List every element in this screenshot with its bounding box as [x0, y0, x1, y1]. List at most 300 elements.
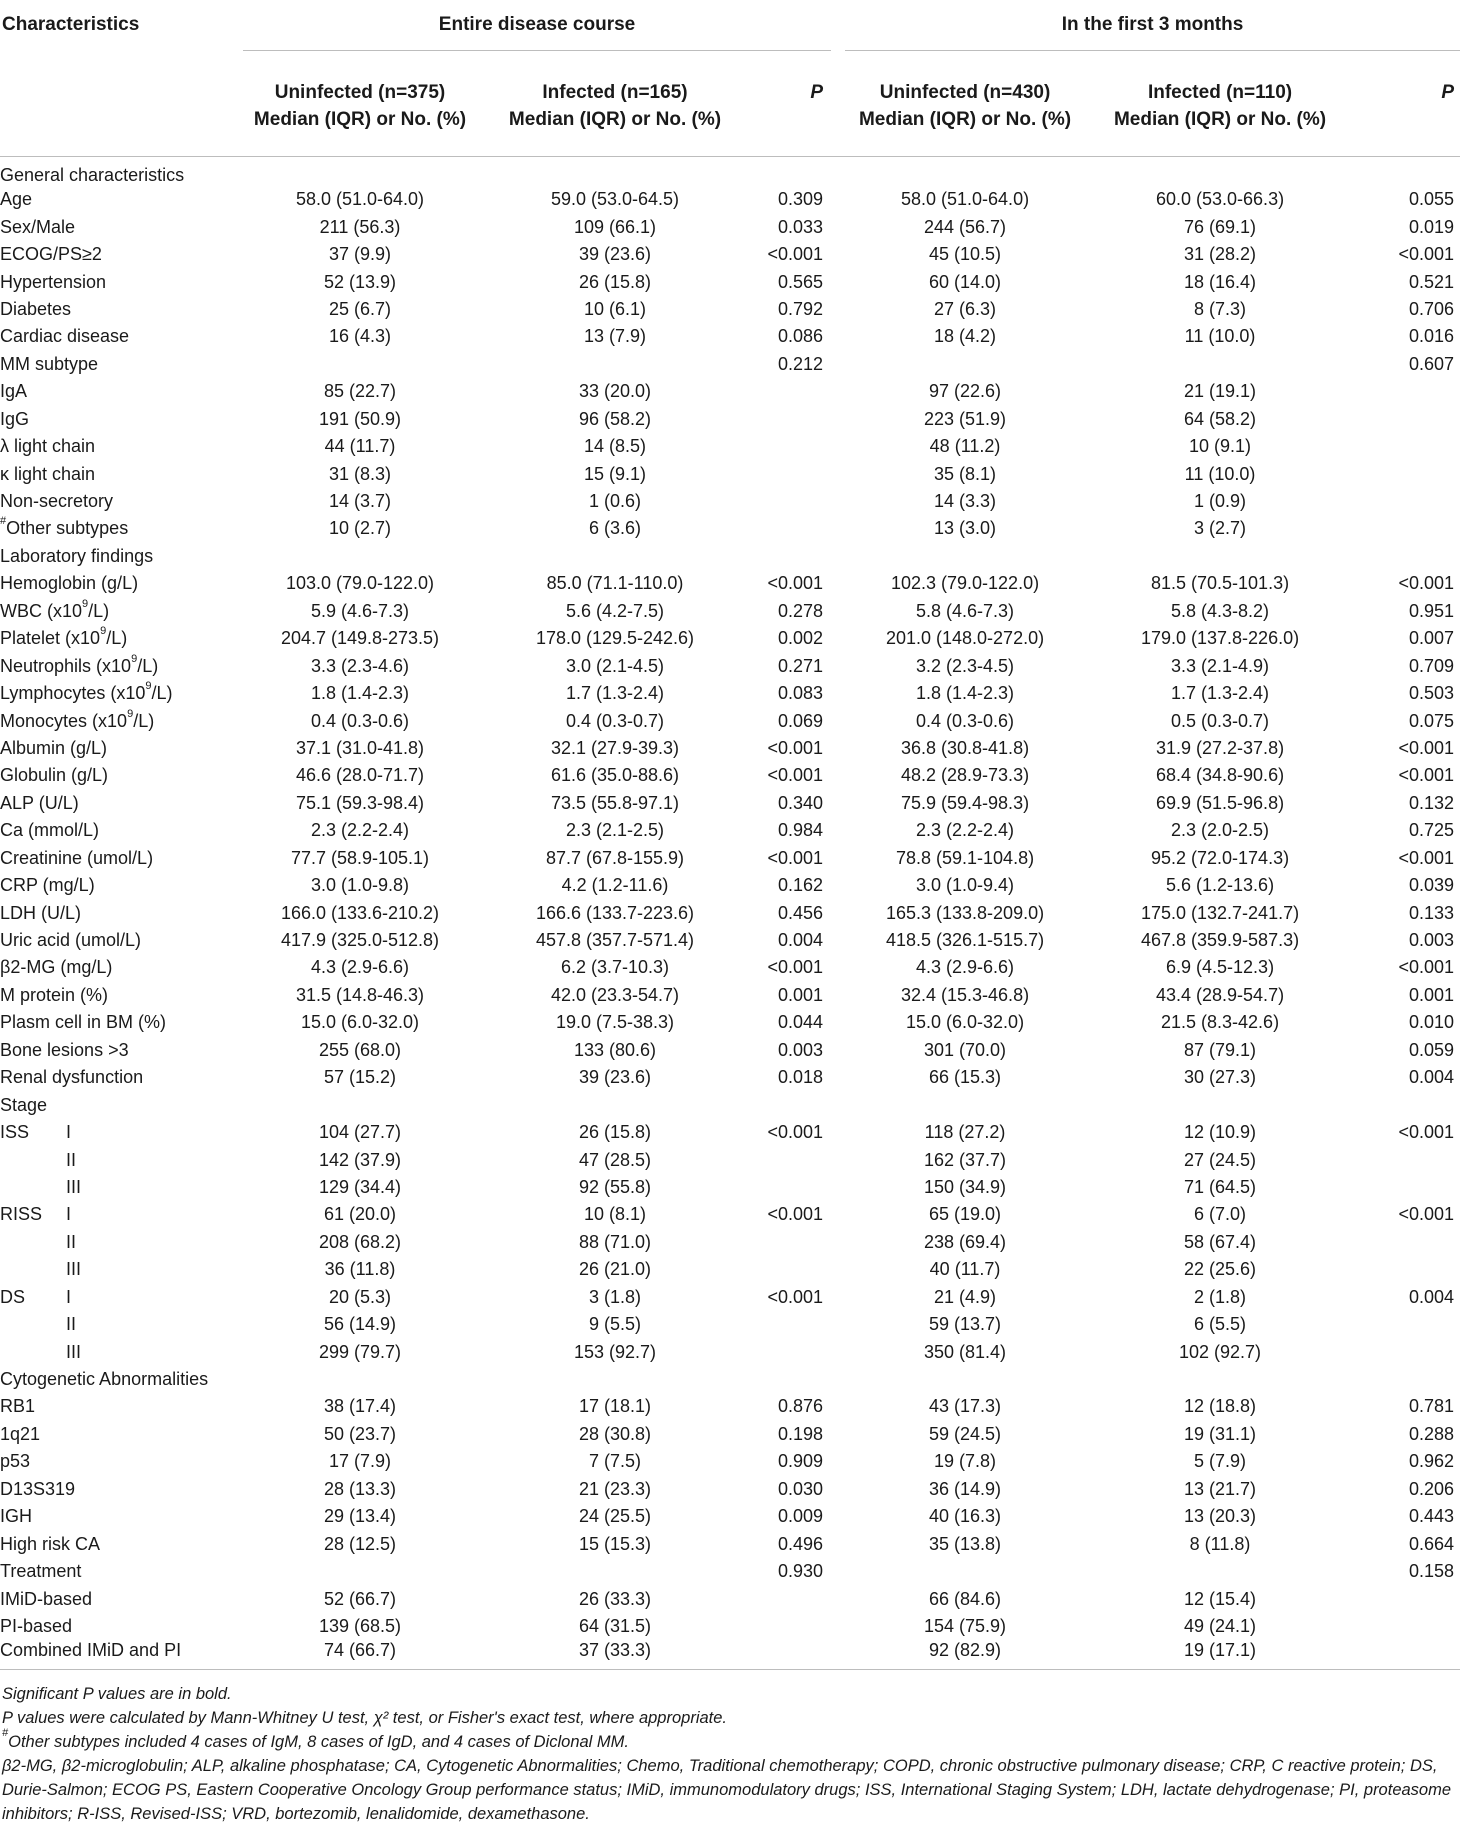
cell-p-3mo: 0.004: [1408, 1067, 1455, 1088]
cell-p-entire: 0.001: [777, 984, 824, 1005]
table-row: [0, 1530, 1460, 1557]
cell-p-3mo: [1345, 1640, 1460, 1670]
row-label: [0, 817, 235, 844]
table-row: [0, 378, 1460, 405]
cell-infected-entire: 14 (8.5): [583, 436, 647, 457]
cell-p-3mo: 0.781: [1408, 1396, 1455, 1417]
cell-p-3mo: [1345, 515, 1460, 542]
cell-uninfected-entire: 52 (13.9): [323, 271, 397, 292]
cell-p-entire: 0.009: [777, 1506, 824, 1527]
cell-infected-entire: 7 (7.5): [588, 1451, 642, 1472]
cell-uninfected-3mo: [835, 351, 1095, 378]
row-label: [0, 1284, 235, 1311]
cell-p-3mo: [1345, 1366, 1460, 1393]
cell-p-entire: <0.001: [767, 765, 824, 786]
unit-exponent: 9: [100, 625, 107, 638]
stage-level: I: [66, 1122, 72, 1143]
table-row: [0, 598, 1460, 625]
cell-infected-3mo: 2 (1.8): [1194, 1286, 1247, 1307]
cell-infected-3mo: 6.9 (4.5-12.3): [1166, 957, 1275, 978]
row-label-text: IMiD-based: [0, 1588, 93, 1609]
table-row: [0, 1256, 1460, 1283]
row-label-text: Plasm cell in BM (%): [0, 1012, 167, 1033]
table-row: [0, 1119, 1460, 1146]
cell-p-entire: <0.001: [767, 1122, 824, 1143]
row-label-text: RB1: [0, 1396, 36, 1417]
cell-infected-entire: 133 (80.6): [573, 1039, 657, 1060]
cell-infected-3mo: 19 (31.1): [1184, 1423, 1257, 1444]
group-header-first-3-months: [835, 0, 1460, 66]
cell-uninfected-entire: 103.0 (79.0-122.0): [285, 573, 435, 594]
group-header-first-3-months-label: In the first 3 months: [845, 14, 1460, 51]
cell-infected-3mo: 27 (24.5): [1184, 1149, 1257, 1170]
row-label: [0, 433, 235, 460]
header-spacer: [0, 66, 235, 157]
footnote-marker: #: [0, 515, 7, 528]
row-label: [0, 323, 235, 350]
cell-uninfected-3mo: [835, 157, 1095, 187]
cell-p-3mo: 0.039: [1408, 875, 1455, 896]
row-label: [0, 1174, 235, 1201]
table-row: [0, 543, 1460, 570]
cell-uninfected-entire: 29 (13.4): [323, 1506, 397, 1527]
cell-infected-3mo: [1095, 1558, 1345, 1585]
table-row: [0, 954, 1460, 981]
col-header-infected-entire: Infected (n=165) Median (IQR) or No. (%): [485, 66, 745, 157]
cell-uninfected-3mo: 3.2 (2.3-4.5): [916, 655, 1015, 676]
cell-infected-entire: 28 (30.8): [578, 1423, 652, 1444]
cell-uninfected-entire: 56 (14.9): [323, 1314, 397, 1335]
stage-level: III: [66, 1259, 82, 1280]
cell-infected-3mo: 43.4 (28.9-54.7): [1155, 984, 1285, 1005]
table-row: [0, 872, 1460, 899]
cell-p-entire: <0.001: [767, 1286, 824, 1307]
table-row: [0, 1613, 1460, 1640]
row-label: [0, 652, 235, 679]
cell-uninfected-3mo: 78.8 (59.1-104.8): [895, 847, 1035, 868]
cell-p-entire: [745, 1585, 835, 1612]
table-row: [0, 433, 1460, 460]
cell-p-3mo: 0.962: [1408, 1451, 1455, 1472]
cell-p-3mo: 0.725: [1408, 820, 1455, 841]
cell-p-entire: [745, 1311, 835, 1338]
cell-uninfected-entire: [235, 543, 485, 570]
cell-uninfected-entire: 44 (11.7): [324, 436, 396, 457]
row-label: [0, 1146, 235, 1173]
stage-level: II: [66, 1149, 77, 1170]
cell-p-entire: 0.069: [777, 710, 824, 731]
row-label: [0, 406, 235, 433]
table-row: [0, 707, 1460, 734]
row-label: [0, 1476, 235, 1503]
row-label: [0, 213, 235, 240]
cell-p-3mo: 0.503: [1408, 683, 1455, 704]
cell-uninfected-entire: 204.7 (149.8-273.5): [280, 628, 440, 649]
cell-p-3mo: 0.133: [1408, 902, 1455, 923]
cell-p-entire: 0.002: [777, 628, 824, 649]
cell-uninfected-entire: 1.8 (1.4-2.3): [310, 683, 410, 704]
cell-p-entire: 0.271: [777, 655, 824, 676]
cell-uninfected-3mo: 238 (69.4): [924, 1231, 1007, 1252]
cell-infected-entire: 4.2 (1.2-11.6): [561, 875, 669, 896]
cell-uninfected-3mo: 66 (15.3): [929, 1067, 1002, 1088]
cell-infected-3mo: [1095, 1091, 1345, 1118]
row-label: [0, 241, 235, 268]
unit-exponent: 9: [127, 707, 134, 720]
cell-infected-3mo: 179.0 (137.8-226.0): [1140, 628, 1300, 649]
cell-infected-entire: [485, 157, 745, 187]
cell-uninfected-entire: 75.1 (59.3-98.4): [295, 792, 425, 813]
cell-uninfected-3mo: 1.8 (1.4-2.3): [916, 683, 1015, 704]
cell-p-entire: [745, 1174, 835, 1201]
cell-uninfected-3mo: 418.5 (326.1-515.7): [885, 930, 1045, 951]
row-label-text: Albumin (g/L): [0, 737, 108, 758]
row-label-text: IgG: [0, 408, 30, 429]
table-row: [0, 186, 1460, 213]
cell-infected-entire: [485, 1091, 745, 1118]
row-label-text: Laboratory findings: [0, 545, 154, 566]
cell-infected-3mo: 2.3 (2.0-2.5): [1171, 820, 1270, 841]
cell-p-3mo: <0.001: [1398, 1204, 1455, 1225]
row-label-text: Hemoglobin (g/L): [0, 573, 139, 594]
group-header-entire-course: [235, 0, 835, 66]
cell-p-entire: 0.018: [777, 1067, 824, 1088]
cell-uninfected-entire: 37.1 (31.0-41.8): [295, 737, 425, 758]
row-label: [0, 488, 235, 515]
cell-p-entire: 0.083: [777, 683, 824, 704]
cell-p-3mo: 0.951: [1408, 600, 1455, 621]
table-row: [0, 406, 1460, 433]
cell-uninfected-3mo: 14 (3.3): [934, 491, 997, 512]
cell-uninfected-3mo: 75.9 (59.4-98.3): [900, 792, 1030, 813]
row-label: [0, 954, 235, 981]
cell-p-entire: 0.456: [777, 902, 824, 923]
cell-infected-entire: [485, 1558, 745, 1585]
unit-tail: /L): [106, 628, 128, 649]
table-row: [0, 652, 1460, 679]
table-row: [0, 1503, 1460, 1530]
cell-uninfected-entire: [235, 1091, 485, 1118]
cell-infected-3mo: 0.5 (0.3-0.7): [1171, 710, 1270, 731]
row-label-text: Diabetes: [0, 298, 72, 319]
table-row: [0, 1585, 1460, 1612]
cell-p-3mo: 0.709: [1408, 655, 1455, 676]
cell-p-3mo: <0.001: [1398, 573, 1455, 594]
row-label: [0, 1009, 235, 1036]
cell-p-entire: 0.930: [777, 1561, 824, 1582]
cell-infected-entire: 9 (5.5): [588, 1314, 642, 1335]
cell-infected-entire: 13 (7.9): [583, 326, 647, 347]
cell-p-3mo: <0.001: [1398, 765, 1455, 786]
row-label-text: Stage: [0, 1094, 48, 1115]
row-label: [0, 1585, 235, 1612]
cell-infected-3mo: 60.0 (53.0-66.3): [1155, 189, 1285, 210]
cell-p-entire: 0.033: [777, 216, 824, 237]
cell-uninfected-3mo: 27 (6.3): [934, 298, 997, 319]
cell-p-entire: <0.001: [767, 1204, 824, 1225]
cell-p-3mo: [1345, 1613, 1460, 1640]
row-label: [0, 515, 235, 542]
cell-p-3mo: 0.010: [1408, 1012, 1455, 1033]
row-label: [0, 735, 235, 762]
row-label-text: Renal dysfunction: [0, 1067, 144, 1088]
cell-p-entire: [745, 1091, 835, 1118]
cell-p-3mo: [1345, 1146, 1460, 1173]
cell-uninfected-entire: 20 (5.3): [328, 1286, 392, 1307]
cell-infected-entire: 6.2 (3.7-10.3): [560, 957, 670, 978]
table-row: [0, 1091, 1460, 1118]
cell-uninfected-3mo: 35 (8.1): [934, 463, 997, 484]
cell-p-3mo: 0.206: [1408, 1478, 1455, 1499]
row-label-text: Treatment: [0, 1561, 82, 1582]
cell-p-3mo: [1345, 1585, 1460, 1612]
cell-uninfected-entire: 139 (68.5): [318, 1615, 402, 1636]
cell-p-entire: 0.496: [777, 1533, 824, 1554]
table-row: [0, 625, 1460, 652]
cell-uninfected-3mo: 102.3 (79.0-122.0): [890, 573, 1040, 594]
cell-uninfected-entire: 129 (34.4): [318, 1176, 402, 1197]
cell-uninfected-entire: 77.7 (58.9-105.1): [290, 847, 430, 868]
cell-uninfected-3mo: 3.0 (1.0-9.4): [916, 875, 1015, 896]
table-row: [0, 1174, 1460, 1201]
row-label-text: λ light chain: [0, 436, 96, 457]
cell-p-entire: [745, 1229, 835, 1256]
row-label-text: Globulin (g/L): [0, 765, 109, 786]
cell-uninfected-3mo: 48 (11.2): [929, 436, 1001, 457]
cell-infected-3mo: 11 (10.0): [1184, 326, 1256, 347]
row-label: [0, 1064, 235, 1091]
cell-uninfected-3mo: 97 (22.6): [929, 381, 1002, 402]
row-label-text: Cardiac disease: [0, 326, 130, 347]
cell-infected-entire: 59.0 (53.0-64.5): [550, 189, 680, 210]
row-label-text: Platelet (x10: [0, 628, 101, 649]
cell-p-3mo: 0.001: [1408, 984, 1455, 1005]
table-row: [0, 982, 1460, 1009]
cell-infected-3mo: 64 (58.2): [1184, 408, 1257, 429]
cell-infected-3mo: 6 (7.0): [1194, 1204, 1247, 1225]
cell-uninfected-entire: 142 (37.9): [318, 1149, 402, 1170]
col-header-p-entire: P: [745, 66, 835, 157]
cell-infected-entire: 19.0 (7.5-38.3): [555, 1012, 675, 1033]
cell-p-entire: <0.001: [767, 957, 824, 978]
cell-p-entire: [745, 1256, 835, 1283]
cell-uninfected-3mo: 92 (82.9): [835, 1640, 1095, 1670]
cell-uninfected-entire: 36 (11.8): [324, 1259, 396, 1280]
cell-infected-3mo: 3.3 (2.1-4.9): [1171, 655, 1270, 676]
cell-infected-3mo: 12 (10.9): [1184, 1122, 1257, 1143]
cell-infected-entire: 92 (55.8): [578, 1176, 652, 1197]
table-row: [0, 762, 1460, 789]
cell-infected-entire: 96 (58.2): [578, 408, 652, 429]
cell-infected-entire: 26 (15.8): [578, 1122, 652, 1143]
col-header-uninfected-3mo: Uninfected (n=430) Median (IQR) or No. (%): [835, 66, 1095, 157]
cell-uninfected-entire: 38 (17.4): [323, 1396, 397, 1417]
cell-infected-3mo: 102 (92.7): [1179, 1341, 1262, 1362]
cell-infected-entire: 15 (15.3): [578, 1533, 652, 1554]
cell-p-3mo: 0.288: [1408, 1423, 1455, 1444]
footnote-significance: Significant P values are in bold.: [2, 1685, 232, 1704]
table-row: [0, 735, 1460, 762]
cell-uninfected-entire: 25 (6.7): [328, 298, 392, 319]
row-label-text: WBC (x10: [0, 600, 83, 621]
table-row: [0, 899, 1460, 926]
cell-uninfected-3mo: 35 (13.8): [929, 1533, 1002, 1554]
cell-p-3mo: 0.132: [1408, 792, 1455, 813]
cell-p-entire: 0.909: [777, 1451, 824, 1472]
cell-infected-3mo: 5.6 (1.2-13.6): [1166, 875, 1275, 896]
cell-uninfected-entire: 31.5 (14.8-46.3): [295, 984, 425, 1005]
table-row: [0, 845, 1460, 872]
row-label: [0, 625, 235, 652]
cell-uninfected-3mo: 165.3 (133.8-209.0): [885, 902, 1045, 923]
cell-p-entire: 0.278: [777, 600, 824, 621]
cell-uninfected-entire: 17 (7.9): [328, 1451, 392, 1472]
cell-infected-3mo: 12 (15.4): [1184, 1588, 1257, 1609]
cell-p-entire: [745, 406, 835, 433]
row-label: [0, 296, 235, 323]
row-label-text: Other subtypes: [6, 518, 129, 539]
col-header-uninfected-entire: Uninfected (n=375) Median (IQR) or No. (%): [235, 66, 485, 157]
table-row: [0, 1448, 1460, 1475]
cell-uninfected-entire: 28 (13.3): [323, 1478, 397, 1499]
cell-uninfected-entire: [235, 351, 485, 378]
cell-infected-entire: 61.6 (35.0-88.6): [550, 765, 680, 786]
row-label-text: Uric acid (umol/L): [0, 930, 142, 951]
row-label: [0, 872, 235, 899]
cell-infected-3mo: 87 (79.1): [1184, 1039, 1257, 1060]
cell-p-3mo: [1345, 488, 1460, 515]
row-label-text: Sex/Male: [0, 216, 76, 237]
cell-infected-entire: 26 (33.3): [578, 1588, 652, 1609]
cell-uninfected-3mo: 60 (14.0): [929, 271, 1002, 292]
cell-infected-entire: [485, 351, 745, 378]
cell-p-3mo: [1345, 1338, 1460, 1365]
cell-p-entire: 0.340: [777, 792, 824, 813]
cell-infected-3mo: 1 (0.9): [1194, 491, 1247, 512]
cell-uninfected-entire: [235, 1366, 485, 1393]
cell-infected-3mo: 68.4 (34.8-90.6): [1155, 765, 1285, 786]
cell-p-entire: [745, 433, 835, 460]
row-label-text: ALP (U/L): [0, 792, 79, 813]
cell-uninfected-3mo: [835, 1091, 1095, 1118]
stage-level: II: [66, 1231, 77, 1252]
row-label: [0, 157, 235, 187]
stage-level: I: [66, 1286, 72, 1307]
cell-infected-entire: 166.6 (133.7-223.6): [535, 902, 695, 923]
cell-uninfected-entire: 31 (8.3): [328, 463, 392, 484]
cell-p-entire: 0.030: [777, 1478, 824, 1499]
cell-infected-3mo: 31.9 (27.2-37.8): [1155, 737, 1285, 758]
cell-p-3mo: <0.001: [1398, 737, 1455, 758]
cell-uninfected-3mo: 350 (81.4): [924, 1341, 1007, 1362]
row-label: [0, 1530, 235, 1557]
row-label-text: β2-MG (mg/L): [0, 957, 113, 978]
cell-p-3mo: [1345, 460, 1460, 487]
cell-p-entire: 0.309: [777, 189, 824, 210]
cell-infected-entire: 153 (92.7): [573, 1341, 657, 1362]
cell-p-entire: [745, 1613, 835, 1640]
cell-p-entire: <0.001: [767, 737, 824, 758]
table-row: [0, 241, 1460, 268]
cell-infected-entire: 24 (25.5): [578, 1506, 652, 1527]
footnote-subtypes: #Other subtypes included 4 cases of IgM, 8 cases of IgD, and 4 cases of Diclonal MM.: [2, 1727, 630, 1752]
cell-uninfected-3mo: 65 (19.0): [929, 1204, 1002, 1225]
row-label-text: Ca (mmol/L): [0, 820, 100, 841]
cell-infected-entire: [485, 543, 745, 570]
cell-uninfected-3mo: 150 (34.9): [924, 1176, 1007, 1197]
table-row: [0, 1640, 1460, 1670]
cell-p-3mo: 0.055: [1408, 189, 1455, 210]
row-label: [0, 460, 235, 487]
row-label: [0, 1091, 235, 1118]
cell-uninfected-3mo: 66 (84.6): [929, 1588, 1002, 1609]
row-label: [0, 680, 235, 707]
cell-uninfected-entire: 37 (9.9): [328, 244, 392, 265]
cell-p-3mo: 0.521: [1408, 271, 1455, 292]
cell-uninfected-3mo: 15.0 (6.0-32.0): [905, 1012, 1025, 1033]
row-label-text: ECOG/PS≥2: [0, 244, 102, 265]
cell-uninfected-entire: 16 (4.3): [328, 326, 392, 347]
table-row: [0, 1201, 1460, 1228]
cell-infected-entire: 87.7 (67.8-155.9): [545, 847, 685, 868]
row-label-text: High risk CA: [0, 1533, 101, 1554]
row-label-text: Creatinine (umol/L): [0, 847, 154, 868]
cell-infected-3mo: 175.0 (132.7-241.7): [1140, 902, 1300, 923]
cell-uninfected-entire: 74 (66.7): [235, 1640, 485, 1670]
cell-infected-3mo: 49 (24.1): [1184, 1615, 1257, 1636]
table-row: [0, 1064, 1460, 1091]
cell-p-entire: 0.565: [777, 271, 824, 292]
cell-infected-entire: 10 (6.1): [583, 298, 647, 319]
unit-exponent: 9: [131, 652, 138, 665]
cell-uninfected-entire: 2.3 (2.2-2.4): [310, 820, 410, 841]
table-row: [0, 680, 1460, 707]
cell-p-3mo: [1345, 1256, 1460, 1283]
cell-uninfected-3mo: 0.4 (0.3-0.6): [916, 710, 1015, 731]
table-row: [0, 1037, 1460, 1064]
cell-infected-entire: 3 (1.8): [588, 1286, 642, 1307]
cell-infected-3mo: 21.5 (8.3-42.6): [1160, 1012, 1280, 1033]
cell-uninfected-3mo: 48.2 (28.9-73.3): [900, 765, 1030, 786]
table-row: [0, 1311, 1460, 1338]
cell-p-entire: <0.001: [767, 847, 824, 868]
cell-uninfected-entire: 3.3 (2.3-4.6): [310, 655, 410, 676]
cell-uninfected-entire: 191 (50.9): [318, 408, 402, 429]
cell-p-entire: 0.086: [777, 326, 824, 347]
cell-uninfected-3mo: 13 (3.0): [934, 518, 997, 539]
cell-uninfected-entire: 52 (66.7): [323, 1588, 397, 1609]
cell-infected-3mo: 5.8 (4.3-8.2): [1171, 600, 1270, 621]
row-label: [0, 1613, 235, 1640]
table-row: [0, 1284, 1460, 1311]
cell-uninfected-3mo: 36.8 (30.8-41.8): [900, 737, 1030, 758]
cell-infected-3mo: [1095, 351, 1345, 378]
cell-infected-3mo: [1095, 543, 1345, 570]
cell-infected-3mo: 10 (9.1): [1189, 436, 1252, 457]
cell-p-3mo: 0.664: [1408, 1533, 1455, 1554]
footnote-tests: P values were calculated by Mann-Whitney U test, χ² test, or Fisher's exact test, where appropriate.: [2, 1709, 728, 1728]
row-label-text: LDH (U/L): [0, 902, 82, 923]
table-row: [0, 157, 1460, 187]
cell-uninfected-entire: 166.0 (133.6-210.2): [280, 902, 440, 923]
cell-p-entire: [745, 1640, 835, 1670]
cell-p-3mo: 0.059: [1408, 1039, 1455, 1060]
cell-p-entire: 0.198: [777, 1423, 824, 1444]
cell-uninfected-3mo: 21 (4.9): [934, 1286, 997, 1307]
cell-p-entire: [745, 543, 835, 570]
cell-p-entire: <0.001: [767, 244, 824, 265]
cell-uninfected-3mo: 223 (51.9): [924, 408, 1007, 429]
